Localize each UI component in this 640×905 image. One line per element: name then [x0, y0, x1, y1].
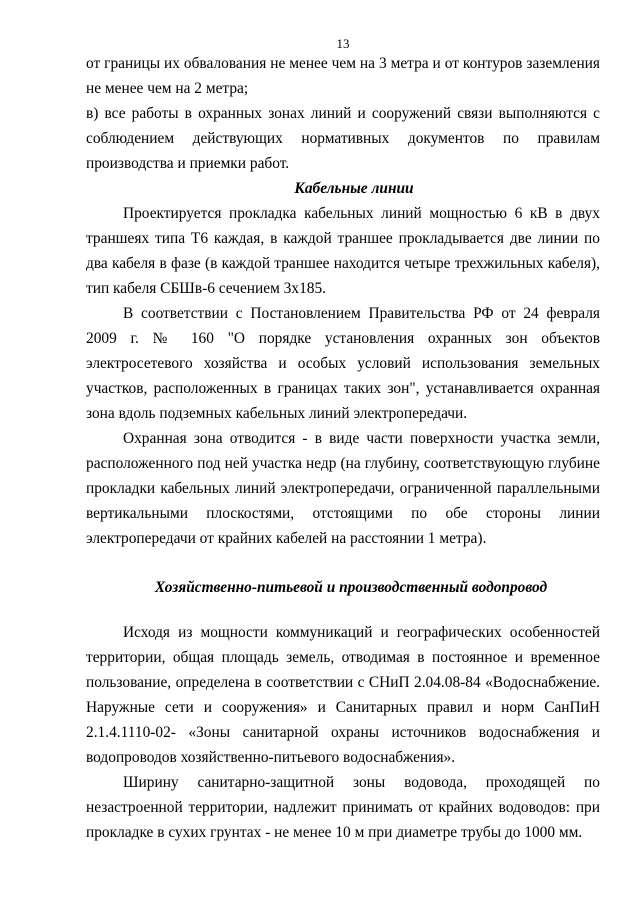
paragraph-water-land: Исходя из мощности коммуникаций и географических особенностей территории, общая площадь земель, отводимая в постоянное и временное пользование, определена в соответствии с СНиП 2.04.08-84 «Водоснабжение. Наружные сети и сооружения» и Санитарных правил и норм СанПиН 2.1.4.1110-02- «Зоны санитарной охраны источников водоснабжения и водопроводов хозяйственно-питьевого водоснабжения».	[86, 624, 600, 766]
paragraph-cable-zone: Охранная зона отводится - в виде части поверхности участка земли, расположенного под ней участка недр (на глубину, соответствующую глубине прокладки кабельных линий электропередачи, ограниченной параллельными вертикальными плоскостями, отстоящими по обе стороны линии электропередачи от крайних кабелей на расстоянии 1 метра).	[86, 430, 600, 547]
paragraph-water-zone: Ширину санитарно-защитной зоны водовода, проходящей по незастроенной территории, надлежит принимать от крайних водоводов: при прокладке в сухих грунтах - не менее 10 м при диаметре трубы до 1000 мм.	[86, 774, 600, 841]
paragraph-continuation: от границы их обвалования не менее чем на 3 метра и от контуров заземления не менее чем на 2 метра;	[86, 55, 600, 97]
paragraph-cable-regulation: В соответствии с Постановлением Правительства РФ от 24 февраля 2009 г. № 160 "О порядке установления охранных зон объектов электросетевого хозяйства и особых условий использования земельных участков, расположенных в границах таких зон", устанавливается охранная зона вдоль подземных кабельных линий электропередачи.	[86, 305, 600, 422]
section-heading-water-supply: Хозяйственно-питьевой и производственный водопровод	[154, 579, 548, 596]
paragraph-item-v: в) все работы в охранных зонах линий и сооружений связи выполняются с соблюдением действующих нормативных документов по правилам производства и приемки работ.	[86, 105, 600, 172]
page-content	[86, 51, 600, 845]
paragraph-cable-design: Проектируется прокладка кабельных линий мощностью 6 кВ в двух траншеях типа Т6 каждая, в каждой траншее прокладывается две линии по два кабеля в фазе (в каждой траншее находится четыре трехжильных кабеля), тип кабеля СБШв-6 сечением 3х185.	[86, 205, 600, 297]
section-heading-cable-lines: Кабельные линии	[294, 180, 414, 197]
page-number: 13	[336, 36, 350, 51]
